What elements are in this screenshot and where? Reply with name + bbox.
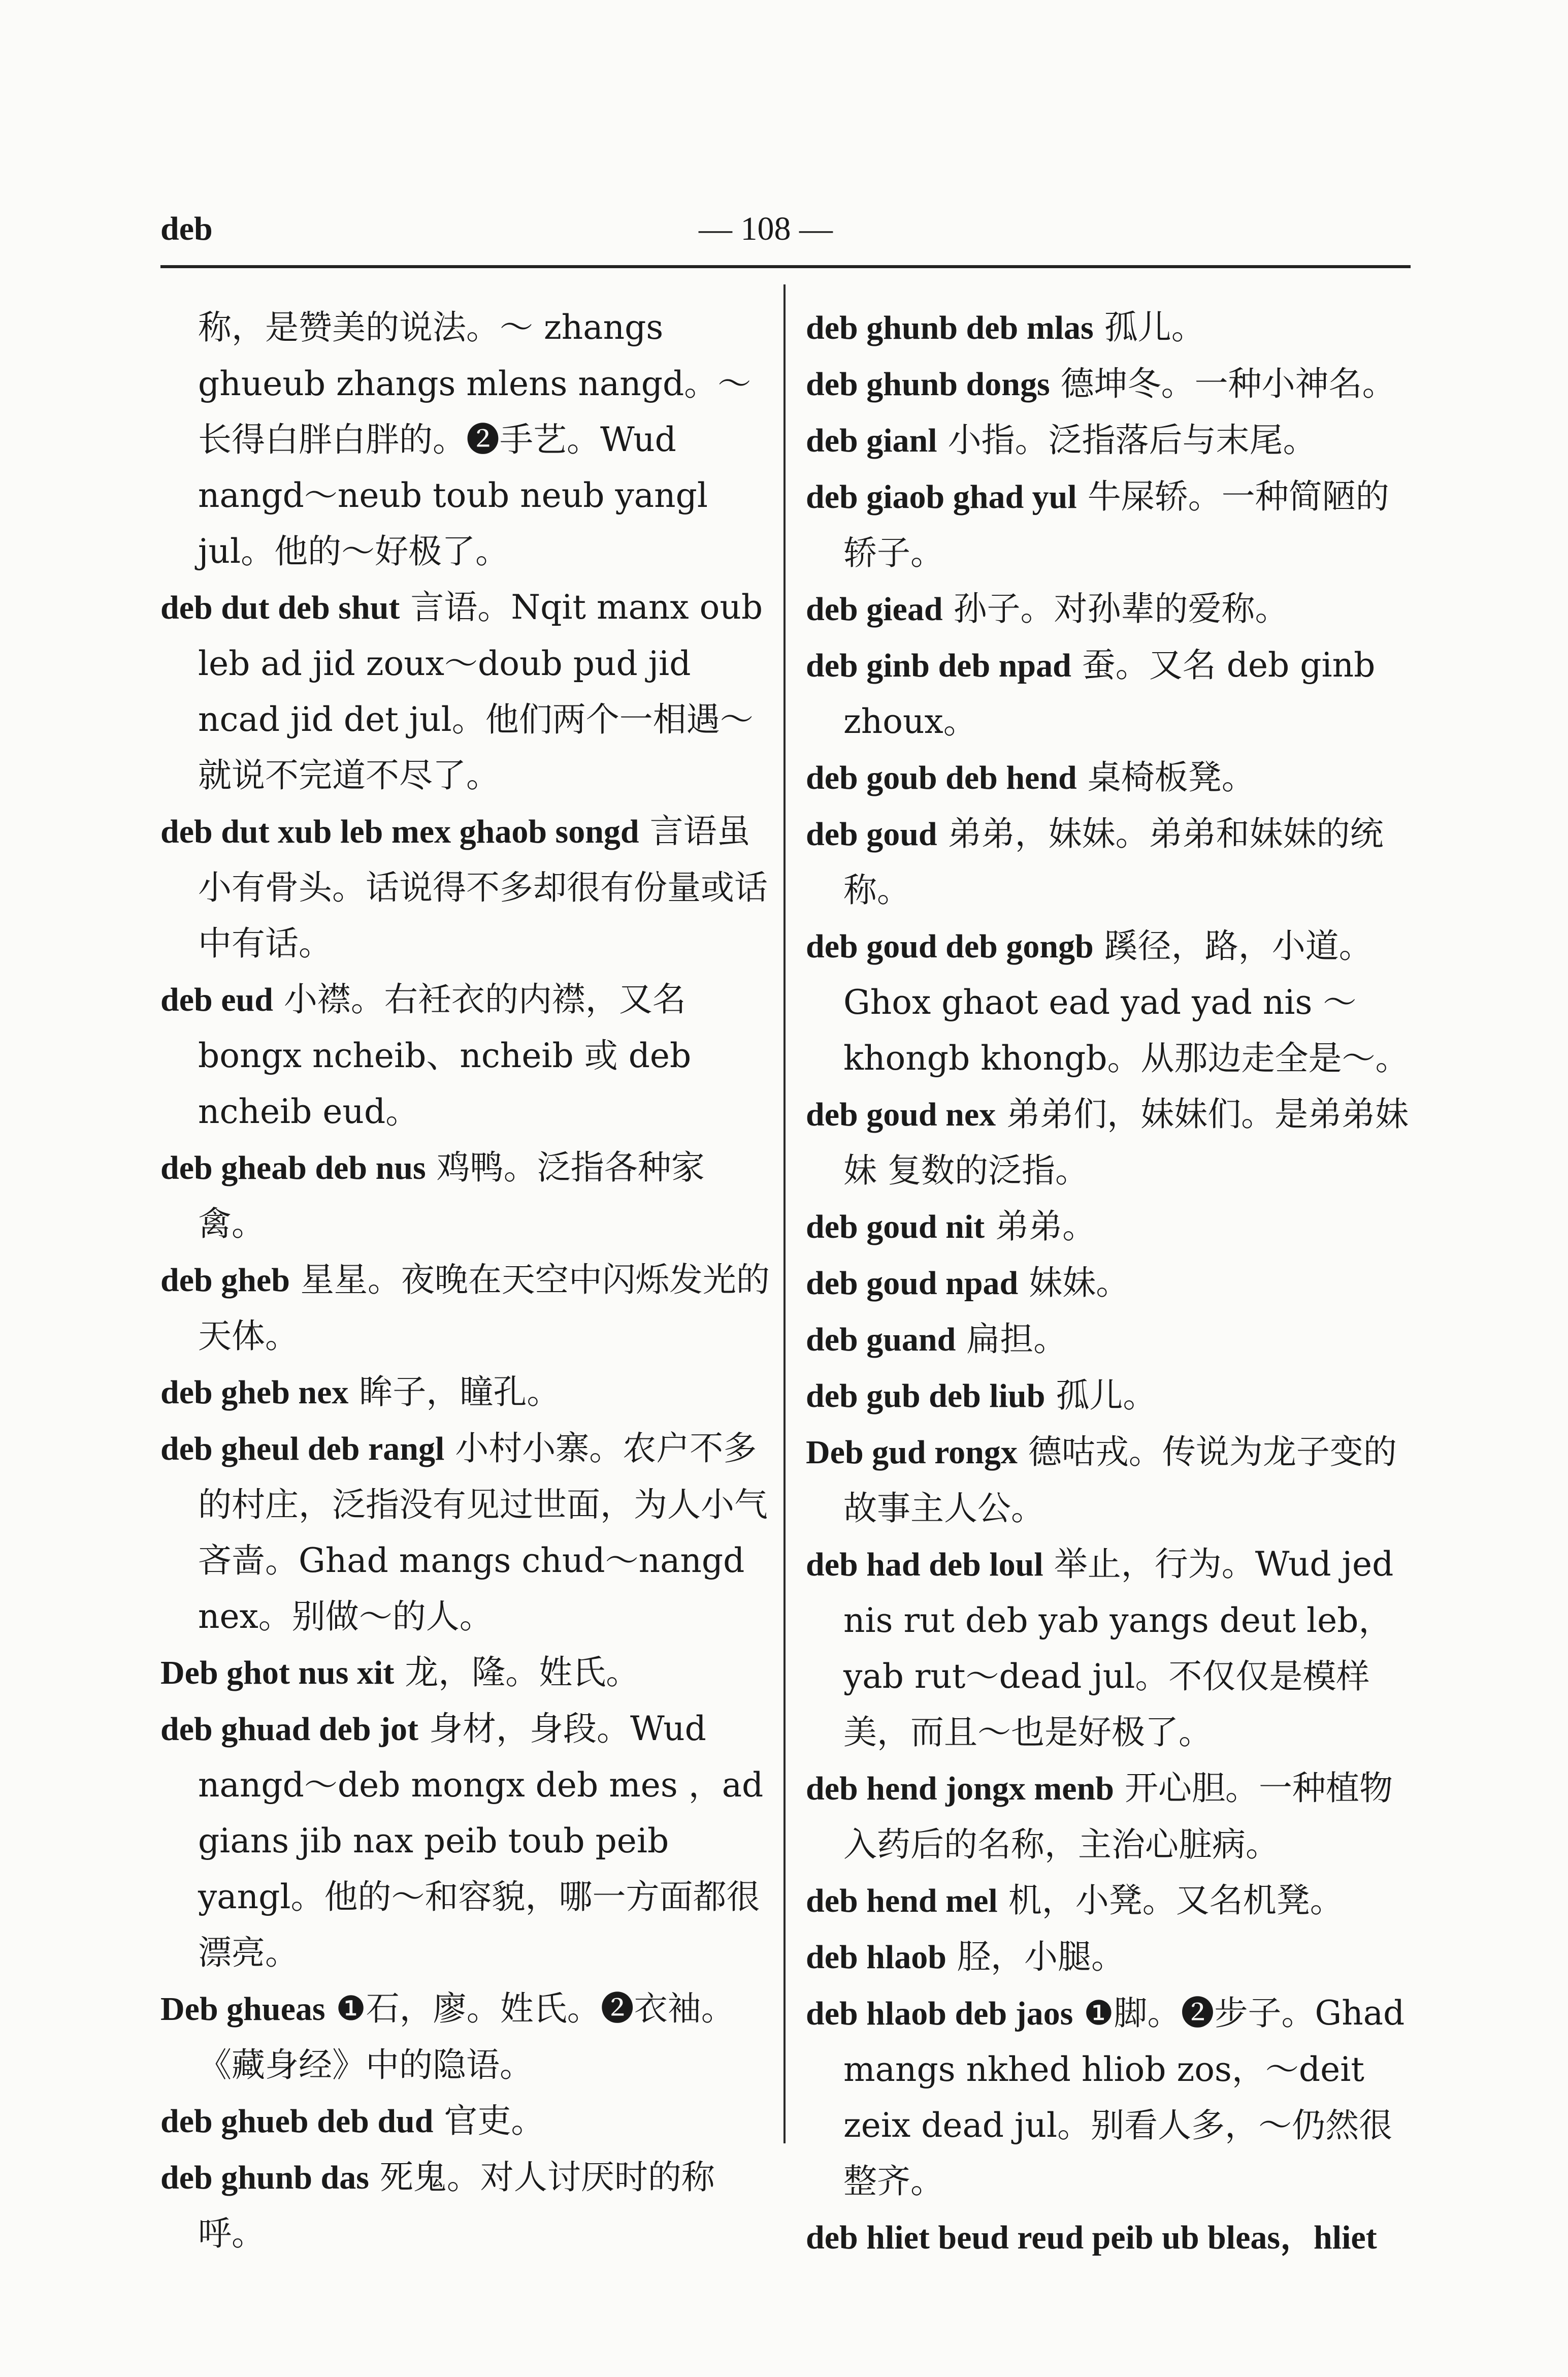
dictionary-entry	[806, 1086, 1415, 1199]
definition: ❶石，廖。姓氏。❷衣袖。《藏身经》中的隐语。	[198, 1989, 735, 2084]
definition: 小村小寨。农户不多的村庄，泛指没有见过世面，为人小气吝啬。Ghad mangs chud～nangd nex。别做～的人。	[198, 1429, 768, 1636]
dictionary-entry	[160, 1645, 770, 1701]
definition: 德坤冬。一种小神名。	[1050, 364, 1396, 403]
dictionary-entry	[806, 1311, 1415, 1368]
definition: 桌椅板凳。	[1076, 758, 1255, 797]
definition: 牛屎轿。一种简陋的轿子。	[843, 477, 1389, 572]
headword: deb ginb deb npad	[806, 647, 1071, 684]
headword: deb had deb loul	[806, 1546, 1043, 1583]
headword: deb goud npad	[806, 1265, 1019, 1302]
definition: 妹妹。	[1018, 1263, 1130, 1302]
headword: deb hend mel	[806, 1882, 998, 1919]
definition: 孤儿。	[1045, 1376, 1157, 1415]
headword: deb gianl	[806, 422, 937, 459]
dictionary-entry	[806, 581, 1415, 637]
left-column	[160, 300, 770, 2262]
headword: deb goub deb hend	[806, 759, 1077, 796]
definition: 开心胆。一种植物入药后的名称，主治心脏病。	[843, 1769, 1393, 1864]
headword: Deb ghueas	[160, 1990, 325, 2028]
headword: deb gheb	[160, 1262, 290, 1299]
definition: 星星。夜晚在天空中闪烁发光的天体。	[198, 1260, 770, 1356]
dictionary-entry	[806, 469, 1415, 581]
definition: 身材，身段。Wud nangd～deb mongx deb mes ，ad gians jib nax peib toub peib yangl。他的～和容貌，哪一方面都很漂亮。	[198, 1709, 764, 1972]
headword: deb dut deb shut	[160, 589, 400, 626]
headword: deb gheb nex	[160, 1374, 349, 1411]
dictionary-entry	[806, 1424, 1415, 1536]
headword: deb ghunb das	[160, 2159, 369, 2196]
dictionary-entry	[160, 2149, 770, 2262]
definition: 孙子。对孙辈的爱称。	[942, 589, 1289, 628]
dictionary-entry	[160, 1364, 770, 1421]
dictionary-entry	[806, 1985, 1415, 2209]
headword: deb guand	[806, 1321, 956, 1358]
definition: 小指。泛指落后与末尾。	[937, 421, 1317, 460]
definition: 言语。Nqit manx oub leb ad jid zoux～doub pud jid ncad jid det jul。他们两个一相遇～就说不完道不尽了。	[198, 588, 763, 795]
dictionary-entry	[806, 1873, 1415, 1929]
dictionary-entry	[160, 1701, 770, 1981]
headword: Deb gud rongx	[806, 1434, 1018, 1471]
definition: 龙，隆。姓氏。	[394, 1653, 640, 1692]
headword: deb goud deb gongb	[806, 928, 1094, 965]
headword: deb hlaob deb jaos	[806, 1995, 1073, 2032]
definition: 扁担。	[956, 1320, 1067, 1359]
running-header	[160, 201, 1411, 256]
header-rule	[160, 265, 1411, 268]
dictionary-entry	[806, 1536, 1415, 1760]
definition: 弟弟，妹妹。弟弟和妹妹的统称。	[843, 814, 1384, 910]
dictionary-entry	[806, 918, 1415, 1086]
definition: 德咕戎。传说为龙子变的故事主人公。	[843, 1432, 1397, 1528]
right-column	[806, 300, 1415, 2266]
definition: 弟弟。	[985, 1207, 1096, 1246]
page-number: — 108 —	[699, 210, 833, 247]
definition: 蹊径，路，小道。Ghox ghaot ead yad yad nis ～ khongb khongb。从那边走全是～。	[843, 926, 1409, 1078]
headword: deb ghunb dongs	[806, 366, 1050, 403]
definition: 机，小凳。又名机凳。	[997, 1881, 1344, 1920]
dictionary-entry	[806, 300, 1415, 356]
headword: deb giaob ghad yul	[806, 478, 1077, 516]
dictionary-entry	[806, 2209, 1415, 2266]
dictionary-entry	[806, 356, 1415, 412]
headword: deb gheul deb rangl	[160, 1430, 445, 1467]
definition: 胫，小腿。	[946, 1937, 1125, 1976]
definition: 死鬼。对人讨厌时的称呼。	[198, 2158, 715, 2253]
definition: 蚕。又名 deb ginb zhoux。	[843, 646, 1376, 741]
dictionary-entry	[160, 1140, 770, 1252]
headword: deb ghueb deb dud	[160, 2103, 434, 2140]
definition: 言语虽小有骨头。话说得不多却很有份量或话中有话。	[198, 812, 768, 963]
headword: deb hend jongx menb	[806, 1770, 1114, 1807]
headword: deb giead	[806, 591, 943, 628]
dictionary-entry	[806, 637, 1415, 750]
definition: ❶脚。❷步子。Ghad mangs nkhed hliob zos，～deit zeix dead jul。别看人多，～仍然很整齐。	[843, 1994, 1405, 2201]
headword: deb hlaob	[806, 1939, 946, 1976]
dictionary-entry	[806, 806, 1415, 918]
dictionary-entry	[160, 1981, 770, 2093]
headword: deb goud nex	[806, 1096, 996, 1133]
dictionary-entry	[160, 804, 770, 972]
headword: deb gheab deb nus	[160, 1149, 426, 1186]
dictionary-entry	[806, 1199, 1415, 1255]
headword: deb goud	[806, 816, 937, 853]
dictionary-entry	[806, 1760, 1415, 1873]
definition: 鸡鸭。泛指各种家禽。	[198, 1148, 705, 1243]
dictionary-entry	[806, 1368, 1415, 1424]
definition: 孤儿。	[1093, 308, 1205, 347]
guide-word: deb	[160, 210, 213, 247]
headword: deb hliet beud reud peib ub bleas，hliet	[806, 2219, 1377, 2256]
dictionary-entry	[160, 580, 770, 804]
definition: 小襟。右衽衣的内襟，又名 bongx ncheib、ncheib 或 deb ncheib eud。	[198, 980, 692, 1131]
definition: 眸子，瞳孔。	[348, 1372, 561, 1411]
dictionary-entry	[806, 1255, 1415, 1311]
dictionary-entry	[806, 750, 1415, 806]
dictionary-entry	[160, 972, 770, 1140]
definition: 举止，行为。Wud jed nis rut deb yab yangs deut leb，yab rut～dead jul。不仅仅是模样美，而且～也是好极了。	[843, 1545, 1394, 1752]
dictionary-entry	[806, 412, 1415, 469]
headword: Deb ghot nus xit	[160, 1654, 395, 1691]
dictionary-entry	[160, 300, 770, 580]
headword: deb eud	[160, 981, 273, 1018]
definition: 官吏。	[433, 2101, 545, 2140]
definition: 弟弟们，妹妹们。是弟弟妹妹 复数的泛指。	[843, 1095, 1409, 1190]
definition: 称，是赞美的说法。～ zhangs ghueub zhangs mlens nangd。～长得白胖白胖的。❷手艺。Wud nangd～neub toub neub yangl jul。他的～好极了。	[198, 308, 752, 571]
dictionary-entry	[160, 2093, 770, 2149]
column-divider	[783, 284, 786, 2143]
headword: deb dut xub leb mex ghaob songd	[160, 813, 639, 850]
headword: deb goud nit	[806, 1208, 985, 1245]
headword: deb gub deb liub	[806, 1377, 1046, 1415]
dictionary-entry	[160, 1252, 770, 1364]
headword: deb ghuad deb jot	[160, 1711, 418, 1748]
dictionary-entry	[806, 1929, 1415, 1985]
headword: deb ghunb deb mlas	[806, 309, 1094, 346]
dictionary-entry	[160, 1421, 770, 1645]
